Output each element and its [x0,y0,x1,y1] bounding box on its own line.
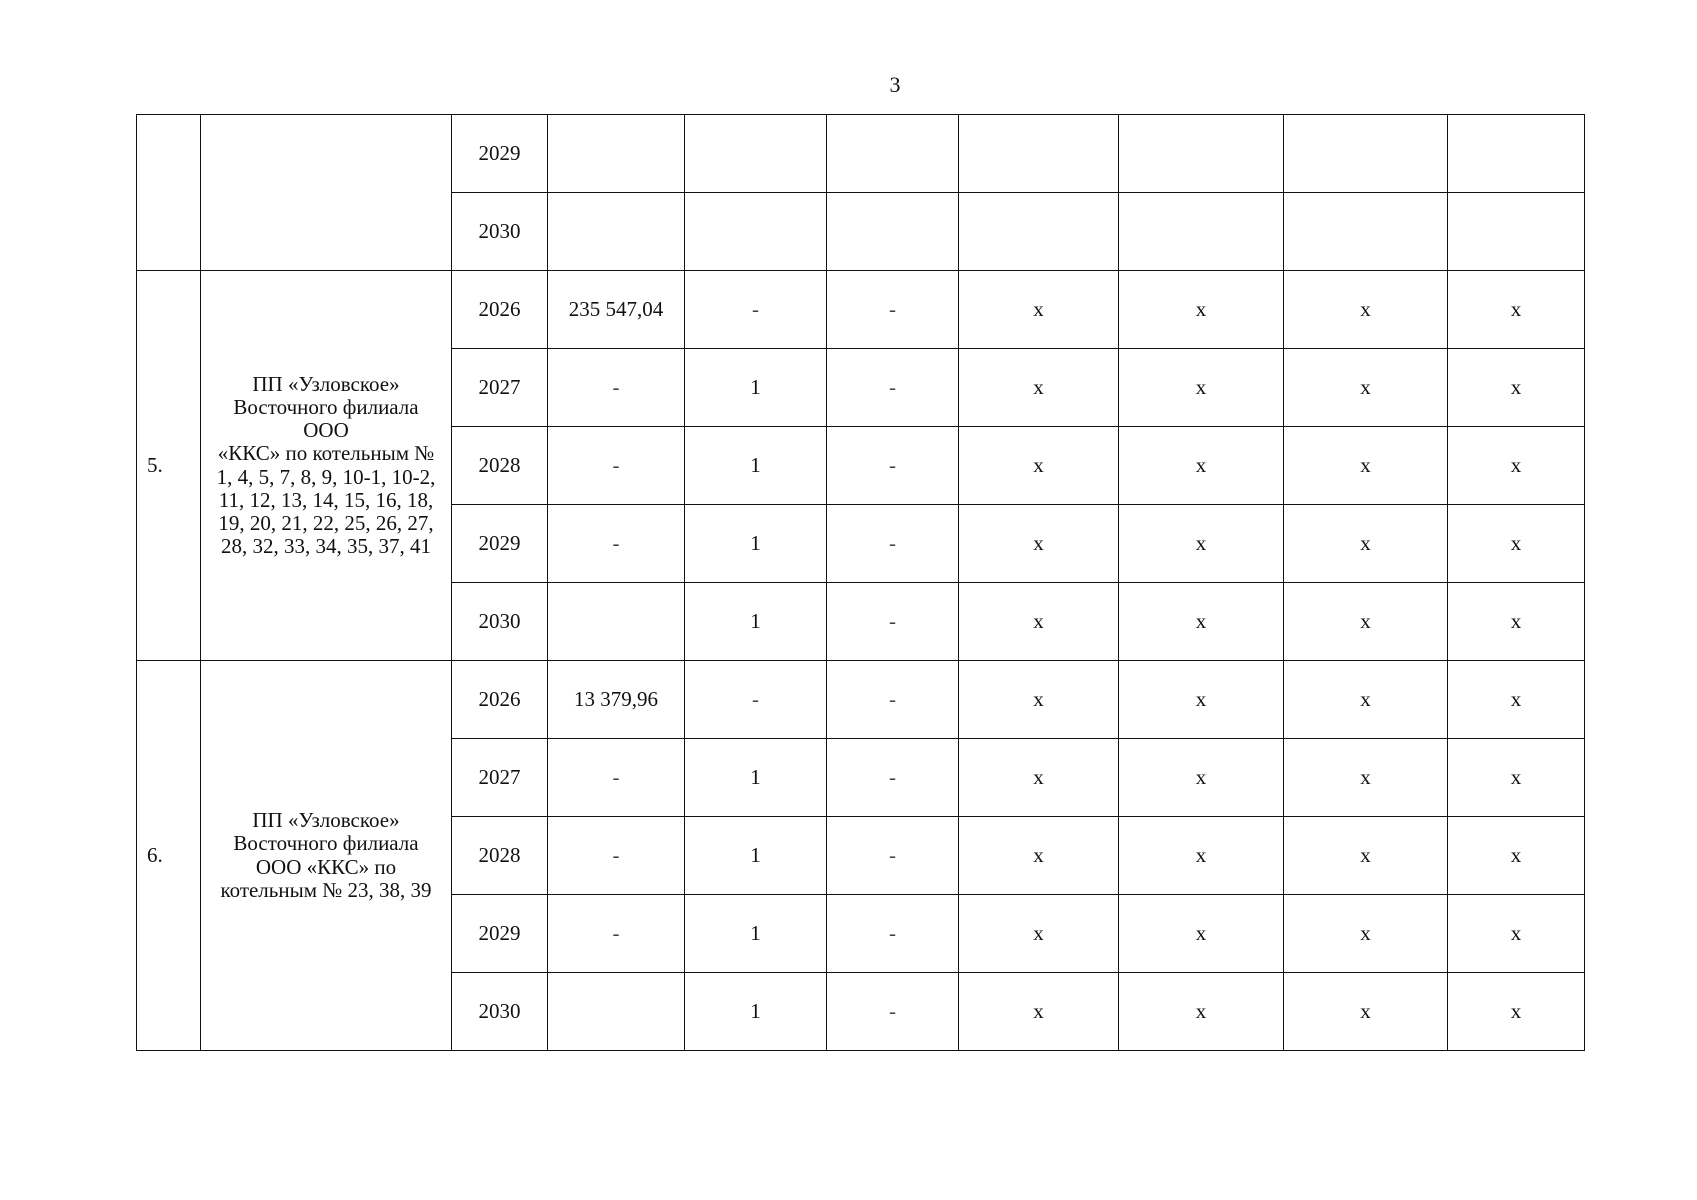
year-cell: 2030 [452,583,548,661]
year-cell: 2027 [452,739,548,817]
organization-line: 11, 12, 13, 14, 15, 16, 18, [218,487,434,512]
mark-cell-c [1284,193,1448,271]
year-cell: 2029 [452,115,548,193]
amount-cell: 13 379,96 [548,661,685,739]
amount-cell: - [548,427,685,505]
mark-cell-c: x [1284,739,1448,817]
amount-cell: 235 547,04 [548,271,685,349]
page-number: 3 [889,72,901,97]
mark-cell-b: x [1119,271,1284,349]
year-cell: 2026 [452,271,548,349]
year-cell: 2027 [452,349,548,427]
count-cell-b: - [827,271,959,349]
mark-cell-c: x [1284,505,1448,583]
count-cell-b: - [827,583,959,661]
mark-cell-b: x [1119,817,1284,895]
mark-cell-a [959,193,1119,271]
count-cell-a: 1 [685,349,827,427]
mark-cell-a: x [959,973,1119,1051]
organization-line: котельным № 23, 38, 39 [220,877,432,902]
mark-cell-a: x [959,583,1119,661]
mark-cell-c: x [1284,349,1448,427]
table-row [137,115,1585,193]
count-cell-a: 1 [685,895,827,973]
count-cell-a: 1 [685,427,827,505]
organization-cell [201,115,452,271]
amount-cell [548,583,685,661]
mark-cell-b: x [1119,739,1284,817]
organization-line: Восточного филиала [233,831,419,856]
count-cell-b: - [827,739,959,817]
mark-cell-a: x [959,427,1119,505]
mark-cell-a: x [959,349,1119,427]
count-cell-a: - [685,661,827,739]
mark-cell-b: x [1119,349,1284,427]
count-cell-b [827,193,959,271]
organization-cell [201,271,452,661]
mark-cell-d: x [1448,427,1585,505]
amount-cell: - [548,895,685,973]
year-cell: 2028 [452,427,548,505]
mark-cell-d: x [1448,583,1585,661]
mark-cell-a [959,115,1119,193]
mark-cell-b [1119,193,1284,271]
count-cell-b: - [827,427,959,505]
count-cell-b: - [827,973,959,1051]
count-cell-a: 1 [685,739,827,817]
count-cell-b: - [827,661,959,739]
year-cell: 2029 [452,505,548,583]
mark-cell-c: x [1284,427,1448,505]
organization-line: ООО «ККС» по [255,854,397,879]
mark-cell-d: x [1448,739,1585,817]
mark-cell-c: x [1284,973,1448,1051]
amount-cell: - [548,505,685,583]
amount-cell [548,115,685,193]
count-cell-a: 1 [685,505,827,583]
amount-cell [548,973,685,1051]
entry-number-cell: 6. [137,661,201,1051]
mark-cell-d: x [1448,271,1585,349]
mark-cell-d [1448,115,1585,193]
count-cell-a: - [685,271,827,349]
organization-line: Восточного филиала ООО [233,395,419,443]
mark-cell-d [1448,193,1585,271]
mark-cell-d: x [1448,661,1585,739]
count-cell-b [827,115,959,193]
count-cell-a: 1 [685,817,827,895]
count-cell-b: - [827,817,959,895]
mark-cell-c: x [1284,271,1448,349]
year-cell: 2030 [452,973,548,1051]
year-cell: 2030 [452,193,548,271]
mark-cell-d: x [1448,505,1585,583]
year-cell: 2026 [452,661,548,739]
organization-line: ПП «Узловское» [252,372,400,397]
count-cell-a: 1 [685,973,827,1051]
mark-cell-b: x [1119,427,1284,505]
mark-cell-c: x [1284,583,1448,661]
organization-line: «ККС» по котельным № [217,441,435,466]
mark-cell-c: x [1284,661,1448,739]
count-cell-a: 1 [685,583,827,661]
amount-cell: - [548,817,685,895]
mark-cell-d: x [1448,895,1585,973]
mark-cell-a: x [959,739,1119,817]
mark-cell-b: x [1119,661,1284,739]
mark-cell-a: x [959,271,1119,349]
mark-cell-d: x [1448,973,1585,1051]
amount-cell: - [548,349,685,427]
organization-line: 1, 4, 5, 7, 8, 9, 10-1, 10-2, [216,464,436,489]
table-body [137,115,1585,1051]
entry-number-cell [137,115,201,271]
table-row [137,271,1585,349]
year-cell: 2028 [452,817,548,895]
count-cell-a [685,115,827,193]
amount-cell: - [548,739,685,817]
count-cell-b: - [827,895,959,973]
year-cell: 2029 [452,895,548,973]
mark-cell-b [1119,115,1284,193]
organization-cell [201,661,452,1051]
table-row [137,661,1585,739]
organization-line: ПП «Узловское» [252,808,400,833]
count-cell-a [685,193,827,271]
mark-cell-a: x [959,895,1119,973]
mark-cell-d: x [1448,349,1585,427]
mark-cell-d: x [1448,817,1585,895]
mark-cell-c: x [1284,817,1448,895]
mark-cell-b: x [1119,583,1284,661]
organization-line: 19, 20, 21, 22, 25, 26, 27, [218,510,434,535]
mark-cell-a: x [959,505,1119,583]
entry-number-cell: 5. [137,271,201,661]
count-cell-b: - [827,349,959,427]
mark-cell-c: x [1284,895,1448,973]
organization-line: 28, 32, 33, 34, 35, 37, 41 [221,533,431,558]
amount-cell [548,193,685,271]
mark-cell-b: x [1119,895,1284,973]
mark-cell-a: x [959,661,1119,739]
mark-cell-b: x [1119,505,1284,583]
count-cell-b: - [827,505,959,583]
mark-cell-a: x [959,817,1119,895]
mark-cell-b: x [1119,973,1284,1051]
mark-cell-c [1284,115,1448,193]
program-table [136,114,1585,1051]
